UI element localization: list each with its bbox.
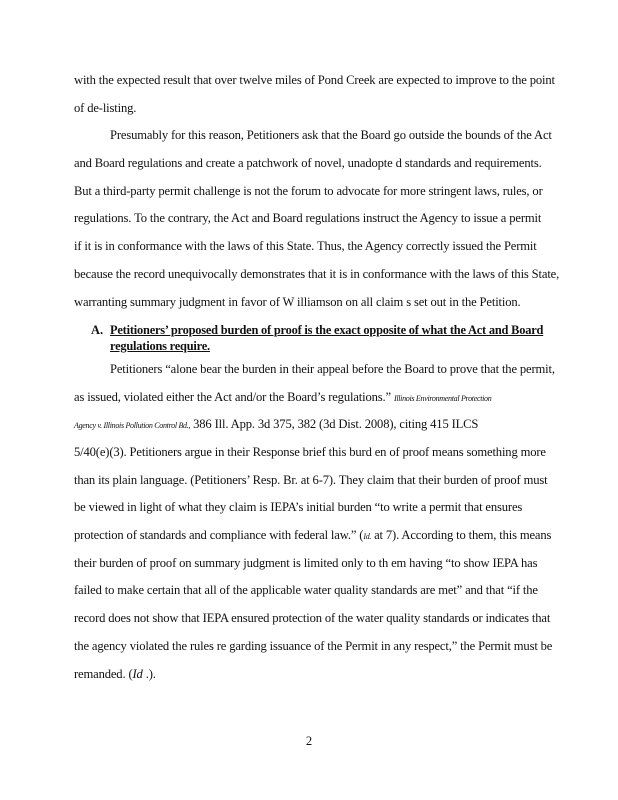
text-line: their burden of proof on summary judgment is limited only to th em having “to show IEPA has: [74, 556, 538, 570]
text-line: record does not show that IEPA ensured protection of the water quality standards or indicates that: [74, 611, 551, 625]
case-citation: Illinois Environmental Protection: [393, 394, 492, 403]
page-number: 2: [305, 734, 313, 748]
section-heading-line: Petitioners’ proposed burden of proof is the exact opposite of what the Act and Board: [110, 323, 544, 337]
text-span: remanded. (: [74, 667, 133, 681]
id-citation: Id: [132, 667, 143, 681]
text-span: protection of standards and compliance with federal law.” (: [74, 528, 364, 542]
text-span: 386 Ill. App. 3d 375, 382 (3d Dist. 2008), citing 415 ILCS: [190, 417, 479, 431]
text-line: be viewed in light of what they claim is IEPA’s initial burden “to write a permit that ensures: [74, 500, 523, 514]
text-line: if it is in conformance with the laws of this State. Thus, the Agency correctly issued the Permit: [74, 239, 537, 253]
text-line: and Board regulations and create a patchwork of novel, unadopte d standards and requirements.: [74, 156, 542, 170]
text-line: Presumably for this reason, Petitioners ask that the Board go outside the bounds of the Act: [110, 128, 552, 142]
text-line: Petitioners “alone bear the burden in their appeal before the Board to prove that the permit,: [110, 362, 555, 376]
text-line: than its plain language. (Petitioners’ Resp. Br. at 6-7). They claim that their burden of proof must: [74, 473, 548, 487]
text-span: .).: [142, 667, 156, 681]
text-line: [74, 389, 491, 407]
section-heading-line: regulations require.: [110, 339, 210, 353]
text-line: regulations. To the contrary, the Act and Board regulations instruct the Agency to issue a permit: [74, 211, 542, 225]
text-line: of de-listing.: [74, 101, 137, 115]
text-span: at 7). According to them, this means: [371, 528, 552, 542]
text-line: because the record unequivocally demonstrates that it is in conformance with the laws of this State,: [74, 267, 560, 281]
text-line: [74, 527, 551, 545]
text-line: [74, 666, 156, 682]
text-line: 5/40(e)(3). Petitioners argue in their Response brief this burd en of proof means something more: [74, 445, 546, 459]
text-line: [74, 416, 478, 434]
text-line: with the expected result that over twelve miles of Pond Creek are expected to improve to the point: [74, 73, 555, 87]
text-line: But a third-party permit challenge is not the forum to advocate for more stringent laws, rules, or: [74, 184, 543, 198]
id-citation: Id.: [363, 532, 372, 541]
text-line: warranting summary judgment in favor of W illiamson on all claim s set out in the Petition.: [74, 295, 521, 309]
heading-enumerator: A.: [91, 323, 104, 337]
text-line: failed to make certain that all of the applicable water quality standards are met” and that “if the: [74, 583, 538, 597]
case-citation: Agency v. Illinois Pollution Control Bd.,: [74, 421, 191, 430]
text-span: as issued, violated either the Act and/or the Board’s regulations.”: [74, 390, 394, 404]
text-line: the agency violated the rules re garding issuance of the Permit in any respect,” the Permit must be: [74, 639, 553, 653]
